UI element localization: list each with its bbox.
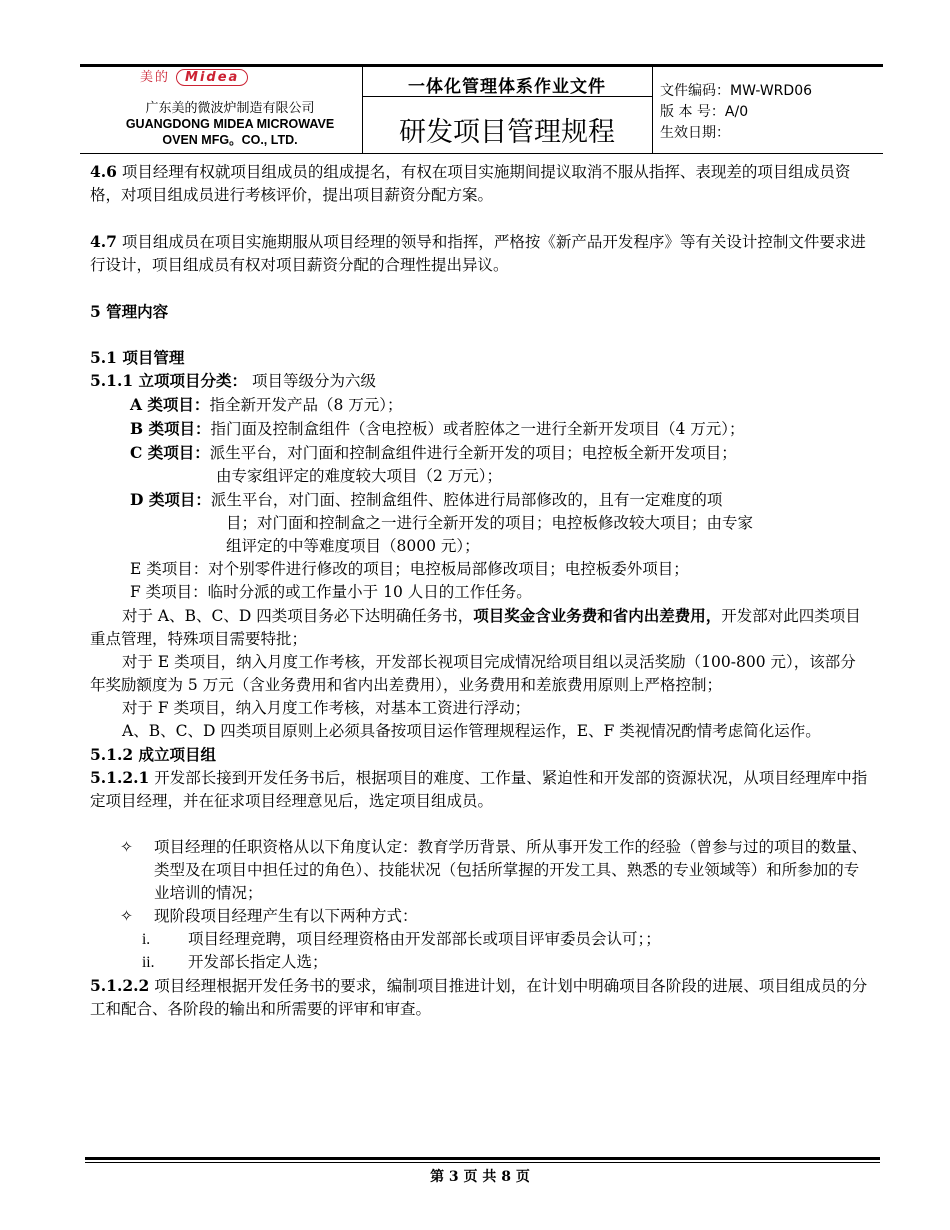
class-c-label: C 类项目： xyxy=(130,443,210,462)
paragraph-text: 开发部长接到开发任务书后，根据项目的难度、工作量、紧迫性和开发部的资源状况，从项目经理库中指定项目经理，并在征求项目经理意见后，选定项目组成员。 xyxy=(90,769,868,810)
section-5-1-1 xyxy=(90,369,870,393)
diamond-bullet-icon: ✧ xyxy=(120,838,133,856)
paragraph-5-1-2-1 xyxy=(90,766,870,813)
class-d-item xyxy=(90,488,870,512)
document-body xyxy=(90,160,870,1021)
class-e-paragraph: 对于 E 类项目，纳入月度工作考核，开发部长视项目完成情况给项目组以灵活奖励（100-800 元），该部分年奖励额度为 5 万元（含业务费用和省内出差费用），业务费用和差旅费用原则上严格控制； xyxy=(90,653,856,694)
section-5-1-2-heading: 5.1.2 成立项目组 xyxy=(90,745,217,764)
section-5-1-1-text: 项目等级分为六级 xyxy=(247,372,376,390)
class-e-item: E 类项目：对个别零件进行修改的项目；电控板局部修改项目；电控板委外项目； xyxy=(130,560,689,578)
roman-item-text: 开发部长指定人选； xyxy=(188,953,328,971)
class-c-item xyxy=(90,441,870,465)
bullet-text: 项目经理的任职资格从以下角度认定：教育学历背景、所从事开发工作的经验（曾参与过的项目的数量、类型及在项目中担任过的角色）、技能状况（包括所掌握的开发工具、熟悉的专业领域等）和所参加的专业培训的情况； xyxy=(154,838,868,902)
class-b-text: 指门面及控制盒组件（含电控板）或者腔体之一进行全新开发项目（4 万元）； xyxy=(210,420,745,438)
class-d-label: D 类项目： xyxy=(130,490,211,509)
abcd-text-pre: 对于 A、B、C、D 四类项目务必下达明确任务书， xyxy=(122,607,474,625)
class-a-label: A 类项目： xyxy=(130,395,210,414)
bullet-item-qualification xyxy=(90,836,870,905)
company-name-cn: 广东美的微波炉制造有限公司 xyxy=(145,101,315,116)
paragraph-text: 项目经理有权就项目组成员的组成提名，有权在项目实施期间提议取消不服从指挥、表现差的项目组成员资格，对项目组成员进行考核评价，提出项目薪资分配方案。 xyxy=(90,163,851,204)
doc-version: 版 本 号：A/0 xyxy=(660,104,749,120)
paragraph-5-1-2-2 xyxy=(90,974,870,1021)
roman-item-1 xyxy=(90,928,870,951)
class-d-continuation-1: 目；对门面和控制盒之一进行全新开发的项目；电控板修改较大项目；由专家 xyxy=(226,514,754,532)
class-f-item: F 类项目：临时分派的或工作量小于 10 人日的工作任务。 xyxy=(130,583,532,601)
abcd-management-paragraph xyxy=(90,604,870,651)
class-a-text: 指全新开发产品（8 万元）； xyxy=(209,396,403,414)
paragraph-4-7 xyxy=(90,230,870,277)
logo-brand: Midea xyxy=(176,69,248,86)
roman-numeral: ii. xyxy=(142,954,155,971)
header-divider-right xyxy=(652,64,653,153)
logo-cn: 美的 xyxy=(140,70,171,85)
class-f-paragraph: 对于 F 类项目，纳入月度工作考核，对基本工资进行浮动； xyxy=(122,699,531,717)
class-c-text: 派生平台，对门面和控制盒组件进行全新开发的项目；电控板全新开发项目； xyxy=(209,444,737,462)
abcd-bold-text: 项目奖金含业务费和省内出差费用， xyxy=(473,606,722,625)
company-name-en-line1: GUANGDONG MIDEA MICROWAVE xyxy=(125,117,335,131)
clause-number: 4.6 xyxy=(90,162,117,181)
company-name-en xyxy=(80,116,380,148)
midea-logo xyxy=(140,66,248,86)
page-number: 第 3 页 共 8 页 xyxy=(430,1169,530,1185)
class-b-label: B 类项目： xyxy=(130,419,211,438)
class-b-item xyxy=(90,417,870,441)
class-d-text: 派生平台，对门面、控制盒组件、腔体进行局部修改的，且有一定难度的项 xyxy=(210,491,723,509)
roman-numeral: i. xyxy=(142,931,151,948)
clause-number: 4.7 xyxy=(90,232,117,251)
section-5-1-1-label: 5.1.1 立项项目分类： xyxy=(90,371,248,390)
section-5-1-heading: 5.1 项目管理 xyxy=(90,348,185,367)
document-title: 研发项目管理规程 xyxy=(399,117,615,148)
class-a-item xyxy=(90,393,870,417)
abcd-text-post: 开发部对此四类项目重点管理，特殊项目需要特批； xyxy=(90,607,861,648)
class-c-continuation: 由专家组评定的难度较大项目（2 万元）； xyxy=(216,467,503,485)
bullet-item-methods xyxy=(90,905,870,928)
diamond-bullet-icon: ✧ xyxy=(120,907,133,925)
operation-paragraph: A、B、C、D 四类项目原则上必须具备按项目运作管理规程运作，E、F 类视情况酌情考虑简化运作。 xyxy=(122,722,821,740)
section-5-heading: 5 管理内容 xyxy=(90,302,169,321)
paragraph-4-6 xyxy=(90,160,870,207)
effective-date: 生效日期： xyxy=(660,125,730,141)
paragraph-text: 项目组成员在项目实施期服从项目经理的领导和指挥，严格按《新产品开发程序》等有关设计控制文件要求进行设计，项目组成员有权对项目薪资分配的合理性提出异议。 xyxy=(90,233,866,274)
doc-code: 文件编码：MW-WRD06 xyxy=(660,83,813,99)
class-d-continuation-2: 组评定的中等难度项目（8000 元）； xyxy=(226,537,480,555)
footer-rule-thick xyxy=(85,1157,880,1160)
bullet-text: 现阶段项目经理产生有以下两种方式： xyxy=(154,907,418,925)
roman-item-text: 项目经理竞聘，项目经理资格由开发部部长或项目评审委员会认可；； xyxy=(188,930,661,948)
header-bottom-rule xyxy=(80,153,883,154)
footer-rule-thin xyxy=(85,1162,880,1163)
clause-number: 5.1.2.2 xyxy=(90,976,150,995)
clause-number: 5.1.2.1 xyxy=(90,768,150,787)
roman-item-2 xyxy=(90,951,870,974)
system-title: 一体化管理体系作业文件 xyxy=(408,77,606,97)
paragraph-text: 项目经理根据开发任务书的要求，编制项目推进计划，在计划中明确项目各阶段的进展、项目组成员的分工和配合、各阶段的输出和所需要的评审和审查。 xyxy=(90,977,868,1018)
company-name-en-line2: OVEN MFG。CO., LTD. xyxy=(162,133,298,147)
